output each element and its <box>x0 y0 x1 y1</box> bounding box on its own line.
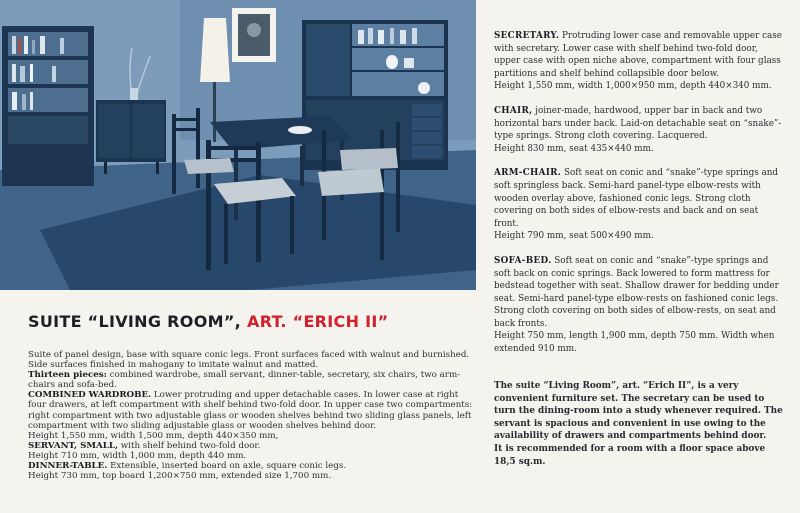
servant-dims: Height 710 mm, width 1,000 mm, depth 440 mm. <box>28 450 247 461</box>
summary <box>494 380 784 468</box>
wardrobe-text: Lower protruding and upper detachable cases. In lower case at right four drawers, at left compartment with shelf behind two-fold door. In upper case two compartments: right compartment with two adjustable glass or wooden shelves behind two sliding glass panels, left compartment with two sliding adjustable glass or wooden shelves behind door. <box>28 390 473 431</box>
summary-paragraph: The suite “Living Room”, art. “Erich II”, is a very convenient furniture set. The secretary can be used to turn the dining-room into a study whenever required. The servant is spacious and convenient in use owing to the availability of drawers and compartments behind door. <box>494 381 783 442</box>
page-title <box>28 312 388 331</box>
table-paragraph <box>28 461 476 471</box>
title-suite: SUITE “LIVING ROOM”, <box>28 312 242 331</box>
secretary-text: Protruding lower case and removable upper case with secretary. Lower case with shelf behind two-fold door, upper case with open niche above, compartment with four glass partitions and shelf behind collapsible door below. <box>494 31 782 79</box>
table-label: DINNER-TABLE. <box>28 461 108 472</box>
sofabed-dims: Height 750 mm, length 1,900 mm, depth 750 mm. Width when extended 910 mm. <box>494 331 775 355</box>
intro-paragraph: Suite of panel design, base with square conic legs. Front surfaces faced with walnut and burnished. Side surfaces finished in mahogany to imitate walnut and matted. <box>28 350 470 371</box>
secretary-dims: Height 1,550 mm, width 1,000×950 mm, depth 440×340 mm. <box>494 81 772 92</box>
secretary-label: SECRETARY. <box>494 31 560 41</box>
servant-paragraph <box>28 441 476 451</box>
sofabed-block <box>494 255 784 356</box>
armchair-label: ARM-CHAIR. <box>494 168 562 179</box>
table-dims: Height 730 mm, top board 1,200×750 mm, extended size 1,700 mm. <box>28 471 332 482</box>
servant-label: SERVANT, SMALL, <box>28 440 118 451</box>
pieces-label: Thirteen pieces: <box>28 370 107 381</box>
chair-label: CHAIR, <box>494 105 533 116</box>
chair-dims: Height 830 mm, seat 435×440 mm. <box>494 143 654 154</box>
title-article: ART. “ERICH II” <box>247 312 389 331</box>
armchair-dims: Height 790 mm, seat 500×490 mm. <box>494 231 654 242</box>
table-text: Extensible, inserted board on axle, square conic legs. <box>110 461 347 472</box>
armchair-block <box>494 167 784 243</box>
wardrobe-dims: Height 1,550 mm, width 1,500 mm, depth 440×350 mm, <box>28 430 279 441</box>
chair-text: joiner-made, hardwood, upper bar in back and two horizontal bars under back. Laid-on detachable seat on “snake”-type springs. Strong cloth covering. Lacquered. <box>494 105 782 142</box>
sofabed-text: Soft seat on conic and “snake”-type springs and soft back on conic springs. Back lowered to form mattress for bedstead together with seat. Shallow drawer for bedding under seat. Semi-hard panel-type elbow-rests on fashioned conic legs. <box>494 255 779 304</box>
wardrobe-paragraph <box>28 390 476 430</box>
chair-paragraph <box>494 105 784 143</box>
living-room-illustration <box>0 0 476 290</box>
armchair-text: Soft seat on conic and “snake”-type springs and soft springless back. Semi-hard panel-type elbow-rests with wooden overlay above, fashioned conic legs. Strong cloth covering on both sides of elbow-rests and back and on seat front. <box>494 168 779 229</box>
sofabed-paragraph <box>494 255 784 305</box>
pieces-paragraph <box>28 370 476 390</box>
chair-block <box>494 105 784 155</box>
secretary-block <box>494 30 784 93</box>
wardrobe-label: COMBINED WARDROBE. <box>28 390 152 401</box>
summary-recommendation: It is recommended for a room with a floor space above 18,5 sq.m. <box>494 443 766 467</box>
pieces-text: combined wardrobe, small servant, dinner-table, secretary, six chairs, two arm-chairs and sofa-bed. <box>28 370 461 391</box>
sofabed-label: SOFA-BED. <box>494 255 552 266</box>
secretary-paragraph <box>494 30 784 80</box>
left-description <box>28 350 476 481</box>
armchair-paragraph <box>494 167 784 230</box>
furniture-photo <box>0 0 476 290</box>
right-description <box>494 30 784 368</box>
servant-text: with shelf behind two-fold door. <box>120 440 261 451</box>
sofabed-paragraph-2: Strong cloth covering on both sides of elbow-rests, on seat and back fronts. <box>494 306 776 329</box>
